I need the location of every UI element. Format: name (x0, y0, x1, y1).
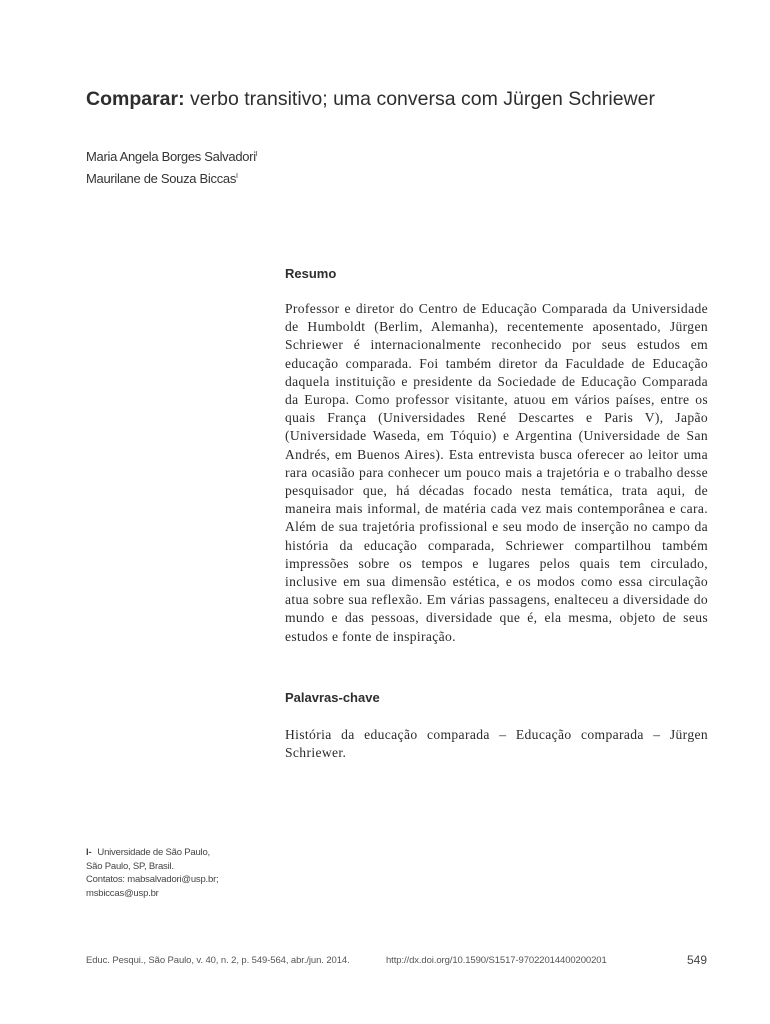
abstract-text: Professor e diretor do Centro de Educação Comparada da Universidade de Humboldt (Berlim, Alemanha), recentemente aposentado, Jürgen Schriewer é internacionalmente reconhecido por seus estudos em educação comparada. Foi também diretor da Faculdade de Educação daquela instituição e presidente da Sociedade de Educação Comparada da Europa. Como professor visitante, atuou em vários países, entre os quais França (Universidades René Descartes e Paris V), Japão (Universidade Waseda, em Tóquio) e Argentina (Universidade de San Andrés, em Buenos Aires). Esta entrevista busca oferecer ao leitor uma rara ocasião para conhecer um pouco mais a trajetória e o trabalho desse pesquisador que, há décadas focado nesta temática, trata aqui, de maneira mais informal, de matéria cada vez mais contemporânea e cara. Além de sua trajetória profissional e seu modo de inserção no campo da história da educação comparada, Schriewer compartilhou também impressões sobre os tempos e lugares pelos quais tem circulado, inclusive em sua dimensão estética, e os modos como essa circulação atua sobre sua reflexão. Em várias passagens, enalteceu a diversidade do mundo e das pessoas, diversidade que é, ela mesma, objeto de seus estudos e fonte de inspiração. (285, 301, 708, 644)
article-title (86, 88, 686, 110)
affiliation-footnote (86, 846, 286, 901)
footnote-line: Contatos: mabsalvadori@usp.br; (86, 874, 219, 886)
footer-citation: Educ. Pesqui., São Paulo, v. 40, n. 2, p. 549-564, abr./jun. 2014. (86, 955, 350, 966)
keywords-heading: Palavras-chave (285, 690, 380, 705)
author-name: Maurilane de Souza Biccas (86, 171, 237, 186)
footnote-line: Universidade de São Paulo, (97, 847, 210, 858)
footnote-line: São Paulo, SP, Brasil. (86, 860, 174, 872)
author (86, 167, 257, 189)
author-name: Maria Angela Borges Salvadori (86, 149, 256, 164)
article-title-bold: Comparar: (86, 88, 185, 110)
article-title-rest: verbo transitivo; uma conversa com Jürgen Schriewer (184, 88, 655, 110)
author-affiliation-mark: I (255, 151, 258, 158)
abstract-heading: Resumo (285, 266, 337, 281)
author (86, 145, 257, 167)
page-number: 549 (686, 953, 707, 967)
keywords-text: História da educação comparada – Educação comparada – Jürgen Schriewer. (285, 727, 708, 761)
author-affiliation-mark: I (236, 173, 238, 180)
footnote-mark: I- (86, 847, 92, 858)
author-list (86, 145, 257, 189)
footer-doi-link[interactable]: http://dx.doi.org/10.1590/S1517-97022014400200201 (386, 955, 607, 966)
footnote-line: msbiccas@usp.br (86, 888, 159, 900)
